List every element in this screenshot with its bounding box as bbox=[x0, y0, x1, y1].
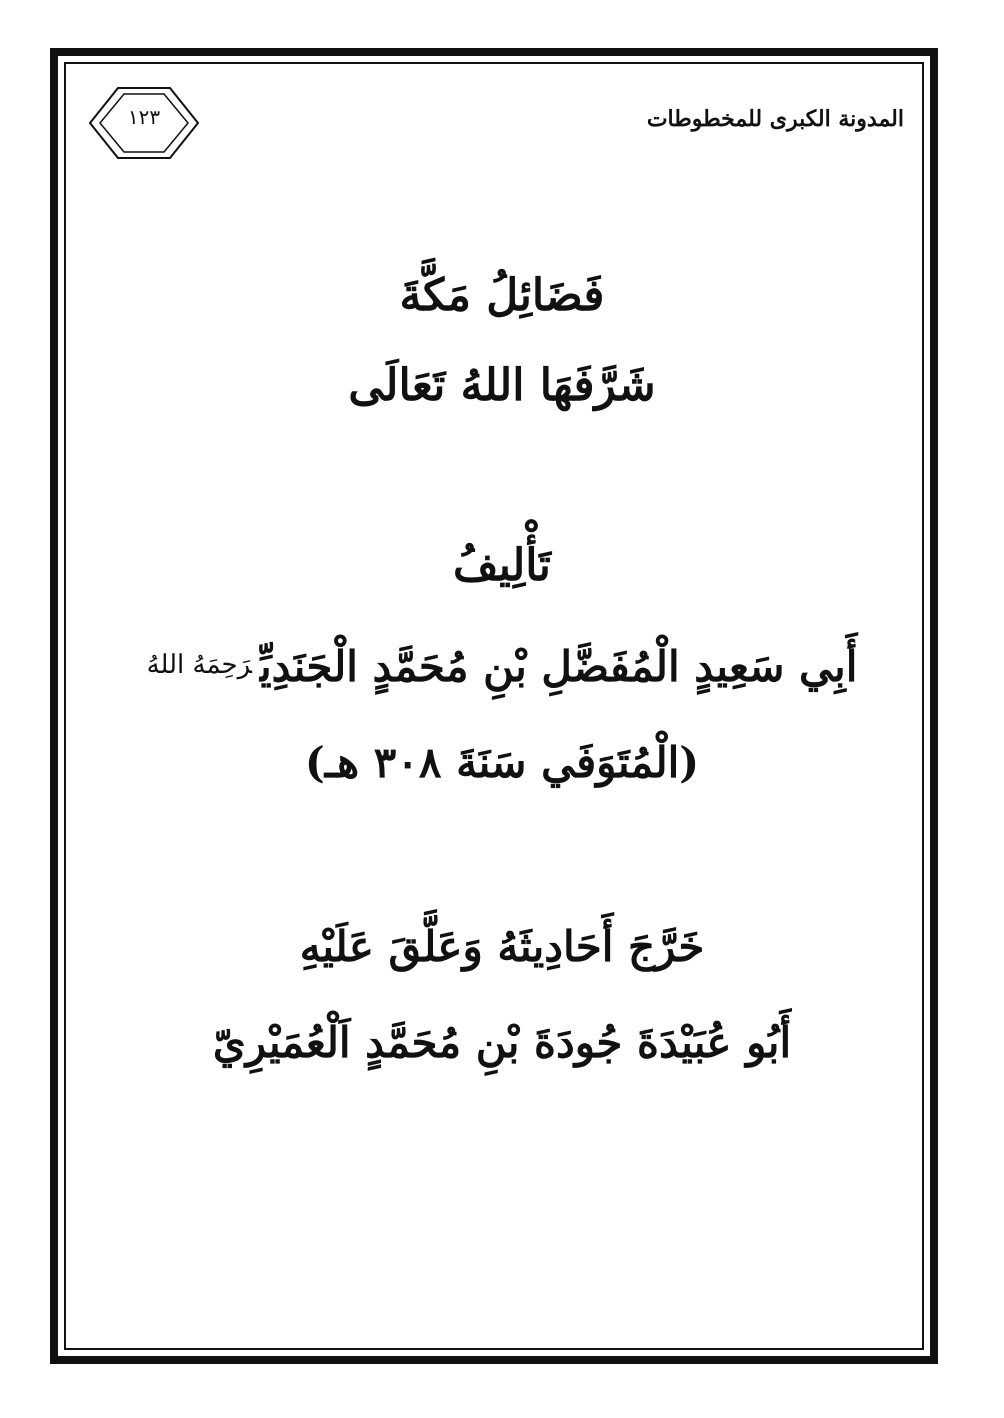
honorific: رَحِمَهُ اللهُ bbox=[146, 650, 252, 680]
editor-label: خَرَّجَ أَحَادِيثَهُ وَعَلَّقَ عَلَيْهِ bbox=[299, 922, 705, 971]
page-border-inner bbox=[64, 62, 924, 1350]
book-title-line-1: فَضَائِلُ مَكَّةَ bbox=[399, 270, 605, 321]
authorship-label: تَأْلِيفُ bbox=[453, 540, 551, 591]
author-line bbox=[80, 642, 924, 691]
death-date: (الْمُتَوَفَي سَنَةَ ٣٠٨ هـ) bbox=[304, 738, 700, 787]
page-number-badge bbox=[88, 86, 200, 160]
editor-name: أَبُو عُبَيْدَةَ جُودَةَ بْنِ مُحَمَّدٍ اَلْعُمَيْرِيّ bbox=[212, 1018, 792, 1067]
series-title: المدونة الكبرى للمخطوطات bbox=[646, 106, 904, 132]
book-title-line-2: شَرَّفَهَا اللهُ تَعَالَى bbox=[348, 360, 656, 411]
page-number: ١٢٣ bbox=[127, 105, 161, 129]
author-name: أَبِي سَعِيدٍ الْمُفَضَّلِ بْنِ مُحَمَّدٍ الْجَنَدِيِّ bbox=[259, 642, 858, 691]
